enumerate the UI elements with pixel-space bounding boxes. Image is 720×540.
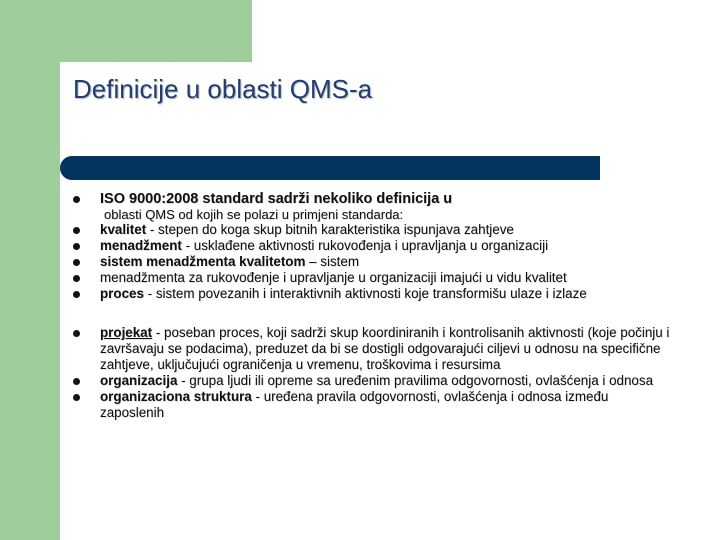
slide-title: Definicije u oblasti QMS-a	[73, 74, 373, 104]
term-proces: proces	[100, 286, 144, 301]
bullet-icon	[73, 275, 80, 282]
def-struktura: - uređena pravila odgovornosti, ovlašćenja i odnosa između zaposlenih	[100, 389, 609, 420]
list-item-menadzment	[73, 238, 673, 254]
def-sistem-cont: menadžmenta za rukovođenje i upravljanje u organizaciji imajući u vidu kvalitet	[100, 270, 567, 285]
bullet-icon	[73, 330, 80, 337]
list-item-kvalitet	[73, 222, 673, 238]
bullet-icon	[73, 227, 80, 234]
def-kvalitet: - stepen do koga skup bitnih karakteristika ispunjava zahtjeve	[146, 222, 514, 237]
bullet-icon	[73, 243, 80, 250]
intro-subtext: oblasti QMS od kojih se polazi u primjeni standarda:	[104, 207, 404, 222]
bullet-icon	[73, 291, 80, 298]
list-item-organizacija	[73, 373, 673, 389]
def-organizacija: - grupa ljudi ili opreme sa uređenim pravilima odgovornosti, ovlašćenja i odnosa	[177, 373, 654, 388]
def-projekat: - poseban proces, koji sadrži skup koordiniranih i kontrolisanih aktivnosti (koje počinju i završavaju se podacima), preduzet da bi se dostigli odgovarajući ciljevi u odnosu na specifične zahtjeve, uključujući ograničenja u vremenu, troškovima i resursima	[100, 325, 670, 372]
term-kvalitet: kvalitet	[100, 222, 147, 237]
def-menadzment: - usklađene aktivnosti rukovođenja i upravljanja u organizaciji	[181, 238, 549, 253]
term-struktura: organizaciona struktura	[100, 389, 252, 404]
list-item-sistem	[73, 254, 673, 270]
bullet-icon	[73, 378, 80, 385]
list-item-projekat	[73, 325, 673, 373]
list-item-sistem-cont	[73, 270, 673, 286]
intro-heading: ISO 9000:2008 standard sadrži nekoliko definicija u	[100, 191, 453, 207]
term-projekat: projekat	[100, 325, 153, 340]
bullet-icon	[73, 394, 80, 401]
list-item-struktura	[73, 389, 673, 421]
definition-list	[73, 191, 673, 421]
green-left-strip	[0, 0, 60, 540]
list-gap	[73, 302, 673, 325]
def-sistem: – sistem	[305, 254, 359, 269]
list-item-proces	[73, 286, 673, 302]
def-proces: - sistem povezanih i interaktivnih aktivnosti koje transformišu ulaze i izlaze	[143, 286, 587, 301]
term-sistem: sistem menadžmenta kvalitetom	[100, 254, 306, 269]
bullet-icon	[73, 196, 80, 203]
title-underline-bar	[60, 156, 600, 180]
term-organizacija: organizacija	[100, 373, 178, 388]
bullet-icon	[73, 259, 80, 266]
list-item-intro	[73, 191, 673, 222]
term-menadzment: menadžment	[100, 238, 182, 253]
